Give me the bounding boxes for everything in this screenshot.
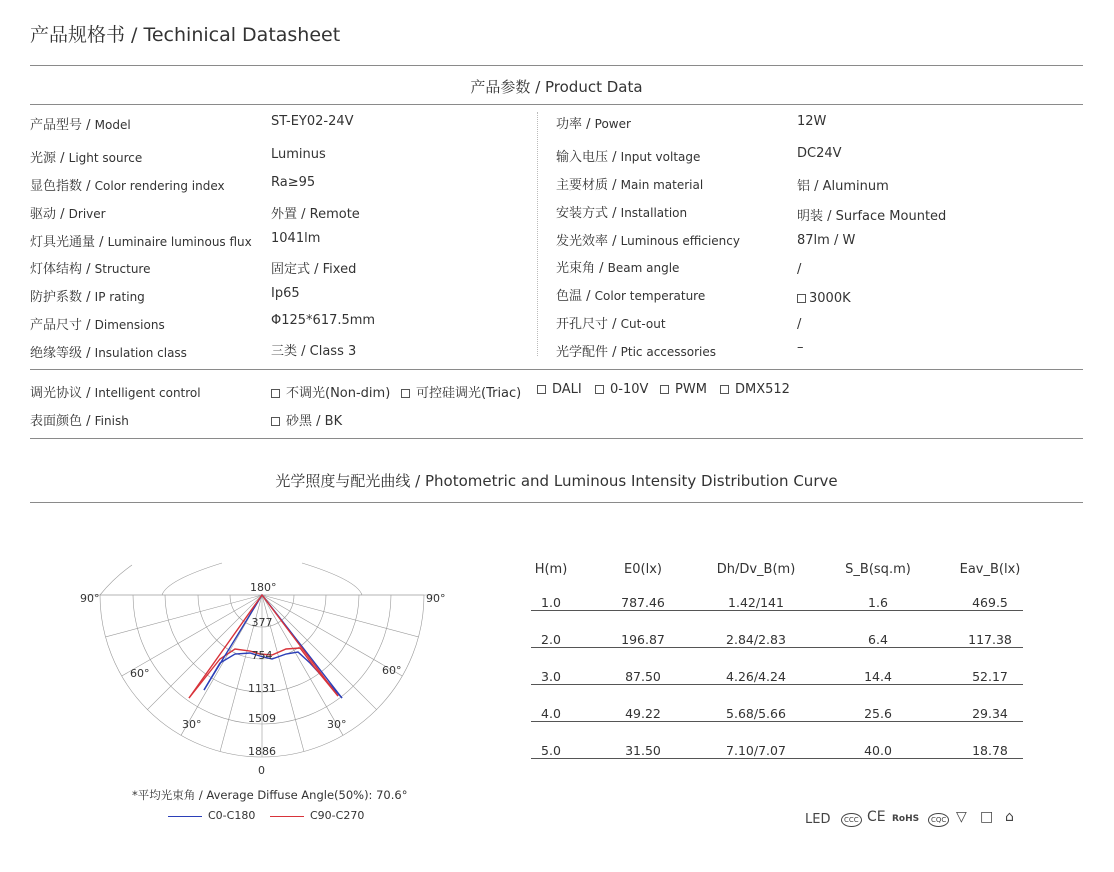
control-label: 调光协议 / Intelligent control	[30, 386, 201, 401]
table-cell: 1.0	[541, 595, 561, 610]
photometric-heading: 光学照度与配光曲线 / Photometric and Luminous Intensity Distribution Curve	[275, 472, 838, 490]
table-cell: 7.10/7.07	[726, 743, 786, 758]
spec-value: /	[797, 317, 802, 332]
control-option-label: 0-10V	[610, 382, 649, 397]
table-header-cell: Eav_B(lx)	[959, 562, 1021, 577]
spec-label: 光束角 / Beam angle	[556, 261, 680, 276]
spec-value: /	[797, 262, 802, 277]
triangle-icon: ▽	[956, 809, 967, 825]
polar-angle-label: 90°	[80, 592, 100, 605]
beam-angle-caption: *平均光束角 / Average Diffuse Angle(50%): 70.6°	[132, 788, 408, 802]
spec-label: 驱动 / Driver	[30, 207, 106, 222]
table-cell: 1.42/141	[728, 595, 784, 610]
square-icon: □	[980, 809, 994, 825]
spec-label: 安装方式 / Installation	[556, 206, 688, 221]
control-option[interactable]	[720, 382, 790, 397]
table-row-line	[531, 721, 1023, 722]
polar-radial-label: 1886	[248, 745, 276, 758]
divider	[30, 104, 1083, 105]
polar-spoke	[122, 595, 262, 676]
spec-label: 绝缘等级 / Insulation class	[30, 346, 187, 361]
polar-angle-label: 0	[258, 764, 265, 777]
spec-value: Luminus	[271, 147, 326, 162]
polar-angle-label: 180°	[250, 581, 277, 594]
polar-angle-label: 60°	[382, 664, 402, 677]
spec-value: 87lm / W	[797, 233, 856, 248]
checkbox-icon	[797, 294, 806, 303]
control-option-label: DMX512	[735, 382, 790, 397]
polar-spoke	[262, 595, 418, 637]
table-cell: 469.5	[972, 595, 1008, 610]
spec-value: 固定式 / Fixed	[271, 262, 357, 277]
polar-ring	[302, 563, 362, 595]
control-option[interactable]	[401, 382, 521, 401]
polar-radial-label: 754	[251, 649, 273, 662]
polar-angle-label: 30°	[327, 718, 347, 731]
polar-angle-label: 30°	[182, 718, 202, 731]
led-mark: LED	[805, 812, 831, 827]
spec-value: DC24V	[797, 146, 842, 161]
spec-value: 1041lm	[271, 231, 321, 246]
table-header-cell: Dh/Dv_B(m)	[716, 562, 796, 577]
table-row-line	[531, 758, 1023, 759]
table-cell: 2.0	[541, 632, 561, 647]
polar-angle-label: 90°	[426, 592, 446, 605]
table-row-line	[531, 684, 1023, 685]
spec-value: 明装 / Surface Mounted	[797, 209, 947, 224]
spec-label: 显色指数 / Color rendering index	[30, 179, 225, 194]
product-data-heading: 产品参数 / Product Data	[470, 78, 643, 96]
control-option-label: DALI	[552, 382, 582, 397]
checkbox-icon	[537, 385, 546, 394]
finish-label: 表面颜色 / Finish	[30, 414, 129, 429]
checkbox-icon	[595, 385, 604, 394]
table-cell: 29.34	[972, 706, 1008, 721]
spec-label: 色温 / Color temperature	[556, 289, 706, 304]
legend-swatch	[270, 816, 304, 817]
table-row-line	[531, 610, 1023, 611]
table-cell: 5.68/5.66	[726, 706, 786, 721]
table-cell: 31.50	[625, 743, 661, 758]
ce-icon: CE	[867, 809, 886, 825]
spec-label: 主要材质 / Main material	[556, 178, 704, 193]
spec-value: –	[797, 340, 804, 355]
table-cell: 1.6	[868, 595, 888, 610]
control-option-label: 不调光(Non-dim)	[286, 386, 391, 401]
spec-label: 发光效率 / Luminous efficiency	[556, 234, 740, 249]
divider	[30, 438, 1083, 439]
control-option[interactable]	[595, 382, 648, 397]
table-header-cell: H(m)	[534, 562, 568, 577]
spec-label: 灯具光通量 / Luminaire luminous flux	[30, 235, 252, 250]
spec-value: Ip65	[271, 286, 300, 301]
table-row-line	[531, 647, 1023, 648]
spec-value: 三类 / Class 3	[271, 344, 357, 359]
spec-value: 铝 / Aluminum	[797, 179, 889, 194]
table-cell: 117.38	[968, 632, 1012, 647]
column-divider	[537, 112, 538, 356]
table-cell: 787.46	[621, 595, 665, 610]
table-cell: 4.26/4.24	[726, 669, 786, 684]
ccc-icon: CCC	[841, 813, 862, 827]
control-option-label: PWM	[675, 382, 707, 397]
table-cell: 6.4	[868, 632, 888, 647]
legend-c0-c180: C0-C180	[168, 809, 255, 822]
table-cell: 196.87	[621, 632, 665, 647]
finish-option[interactable]: 砂黑 / BK	[271, 410, 342, 429]
control-option[interactable]	[537, 382, 582, 397]
table-cell: 5.0	[541, 743, 561, 758]
polar-spoke	[147, 595, 262, 710]
checkbox-icon	[271, 389, 280, 398]
table-cell: 49.22	[625, 706, 661, 721]
table-cell: 14.4	[864, 669, 892, 684]
spec-label: 光源 / Light source	[30, 151, 143, 166]
table-header-cell: S_B(sq.m)	[845, 562, 911, 577]
spec-value: 外置 / Remote	[271, 207, 360, 222]
divider	[30, 369, 1083, 370]
spec-value: 12W	[797, 114, 827, 129]
spec-value: ST-EY02-24V	[271, 114, 354, 129]
cqc-icon: CQC	[928, 813, 949, 827]
house-icon: ⌂	[1005, 809, 1014, 825]
table-cell: 25.6	[864, 706, 892, 721]
polar-ring	[162, 563, 222, 595]
divider	[30, 65, 1083, 66]
spec-label: 功率 / Power	[556, 117, 631, 132]
table-cell: 3.0	[541, 669, 561, 684]
table-cell: 2.84/2.83	[726, 632, 786, 647]
legend-c90-c270: C90-C270	[270, 809, 364, 822]
polar-radial-label: 1509	[248, 712, 276, 725]
table-cell: 87.50	[625, 669, 661, 684]
page-title: 产品规格书 / Techinical Datasheet	[30, 24, 341, 46]
polar-spoke	[106, 595, 262, 637]
checkbox-icon	[720, 385, 729, 394]
polar-distribution-chart	[60, 550, 480, 790]
spec-value: Φ125*617.5mm	[271, 313, 376, 328]
control-option[interactable]	[271, 382, 390, 401]
spec-label: 开孔尺寸 / Cut-out	[556, 317, 666, 332]
polar-ring	[100, 565, 132, 595]
spec-label: 灯体结构 / Structure	[30, 262, 151, 277]
control-option[interactable]	[660, 382, 707, 397]
divider	[30, 502, 1083, 503]
spec-label: 产品型号 / Model	[30, 118, 131, 133]
spec-label: 防护系数 / IP rating	[30, 290, 145, 305]
polar-radial-label: 1131	[248, 682, 276, 695]
polar-angle-label: 60°	[130, 667, 150, 680]
table-cell: 4.0	[541, 706, 561, 721]
checkbox-icon	[271, 417, 280, 426]
checkbox-icon	[660, 385, 669, 394]
table-cell: 40.0	[864, 743, 892, 758]
rohs-icon: RoHS	[892, 814, 920, 824]
table-cell: 52.17	[972, 669, 1008, 684]
table-cell: 18.78	[972, 743, 1008, 758]
control-option-label: 可控硅调光(Triac)	[416, 386, 522, 401]
spec-label: 光学配件 / Ptic accessories	[556, 345, 717, 360]
checkbox-icon	[401, 389, 410, 398]
spec-value: Ra≥95	[271, 175, 316, 190]
spec-label: 产品尺寸 / Dimensions	[30, 318, 165, 333]
table-header-cell: E0(lx)	[624, 562, 662, 577]
spec-label: 输入电压 / Input voltage	[556, 150, 701, 165]
spec-value	[797, 291, 851, 306]
legend-swatch	[168, 816, 202, 817]
polar-radial-label: 377	[251, 616, 273, 629]
spec-value-text: 3000K	[809, 291, 851, 306]
